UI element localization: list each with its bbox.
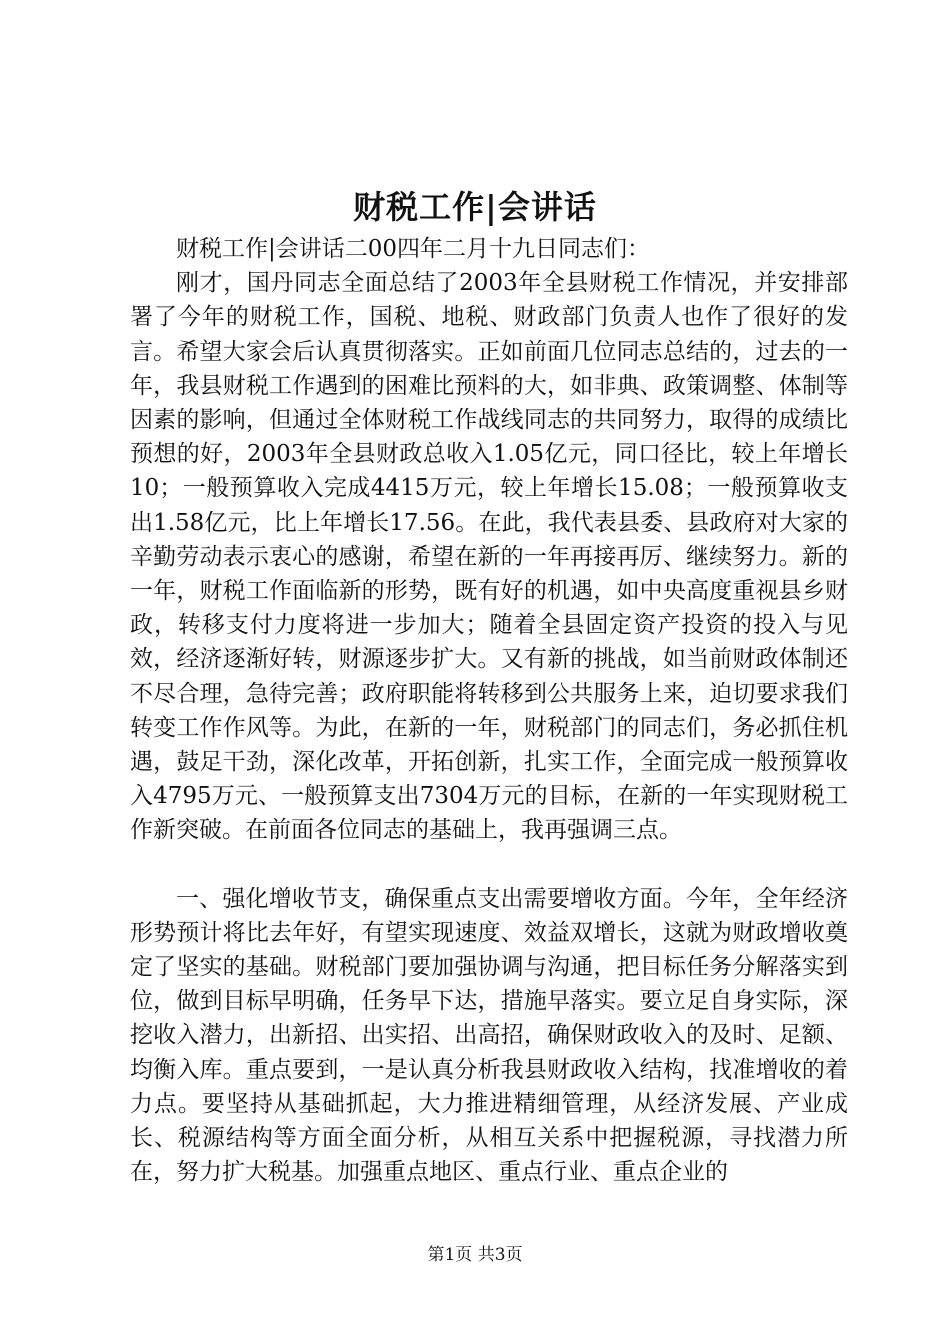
page-number-footer: 第1页 共3页 [427, 1245, 523, 1265]
body-paragraph-1: 刚才，国丹同志全面总结了2003年全县财税工作情况，并安排部署了今年的财税工作，国税、地税、财政部门负责人也作了很好的发言。希望大家会后认真贯彻落实。正如前面几位同志总结的，过去的一年，我县财税工作遇到的困难比预料的大，如非典、政策调整、体制等因素的影响，但通过全体财税工作战线同志的共同努力，取得的成绩比预想的好，2003年全县财政总收入1.05亿元，同口径比，较上年增长10；一般预算收入完成4415万元，较上年增长15.08；一般预算收支出1.58亿元，比上年增长17.56。在此，我代表县委、县政府对大家的辛勤劳动表示衷心的感谢，希望在新的一年再接再厉、继续努力。新的一年，财税工作面临新的形势，既有好的机遇，如中央高度重视县乡财政，转移支付力度将进一步加大；随着全县固定资产投资的投入与见效，经济逐渐好转，财源逐步扩大。又有新的挑战，如当前财政体制还不尽合理，急待完善；政府职能将转移到公共服务上来，迫切要求我们转变工作作风等。为此，在新的一年，财税部门的同志们，务必抓住机遇，鼓足干劲，深化改革，开拓创新，扎实工作，全面完成一般预算收入4795万元、一般预算支出7304万元的目标，在新的一年实现财税工作新突破。在前面各位同志的基础上，我再强调三点。 [130, 270, 848, 844]
body-paragraph-2: 一、强化增收节支，确保重点支出需要增收方面。今年，全年经济形势预计将比去年好，有望实现速度、效益双增长，这就为财政增收奠定了坚实的基础。财税部门要加强协调与沟通，把目标任务分解落实到位，做到目标早明确，任务早下达，措施早落实。要立足自身实际，深挖收入潜力，出新招、出实招、出高招，确保财政收入的及时、足额、均衡入库。重点要到，一是认真分析我县财政收入结构，找准增收的着力点。要坚持从基础抓起，大力推进精细管理，从经济发展、产业成长、税源结构等方面全面分析，从相互关系中把握税源，寻找潜力所在，努力扩大税基。加强重点地区、重点行业、重点企业的 [130, 885, 848, 1186]
document-body [130, 232, 848, 1189]
salutation-paragraph: 财税工作|会讲话二00四年二月十九日同志们： [176, 236, 651, 262]
document-title: 财税工作|会讲话 [353, 188, 597, 226]
